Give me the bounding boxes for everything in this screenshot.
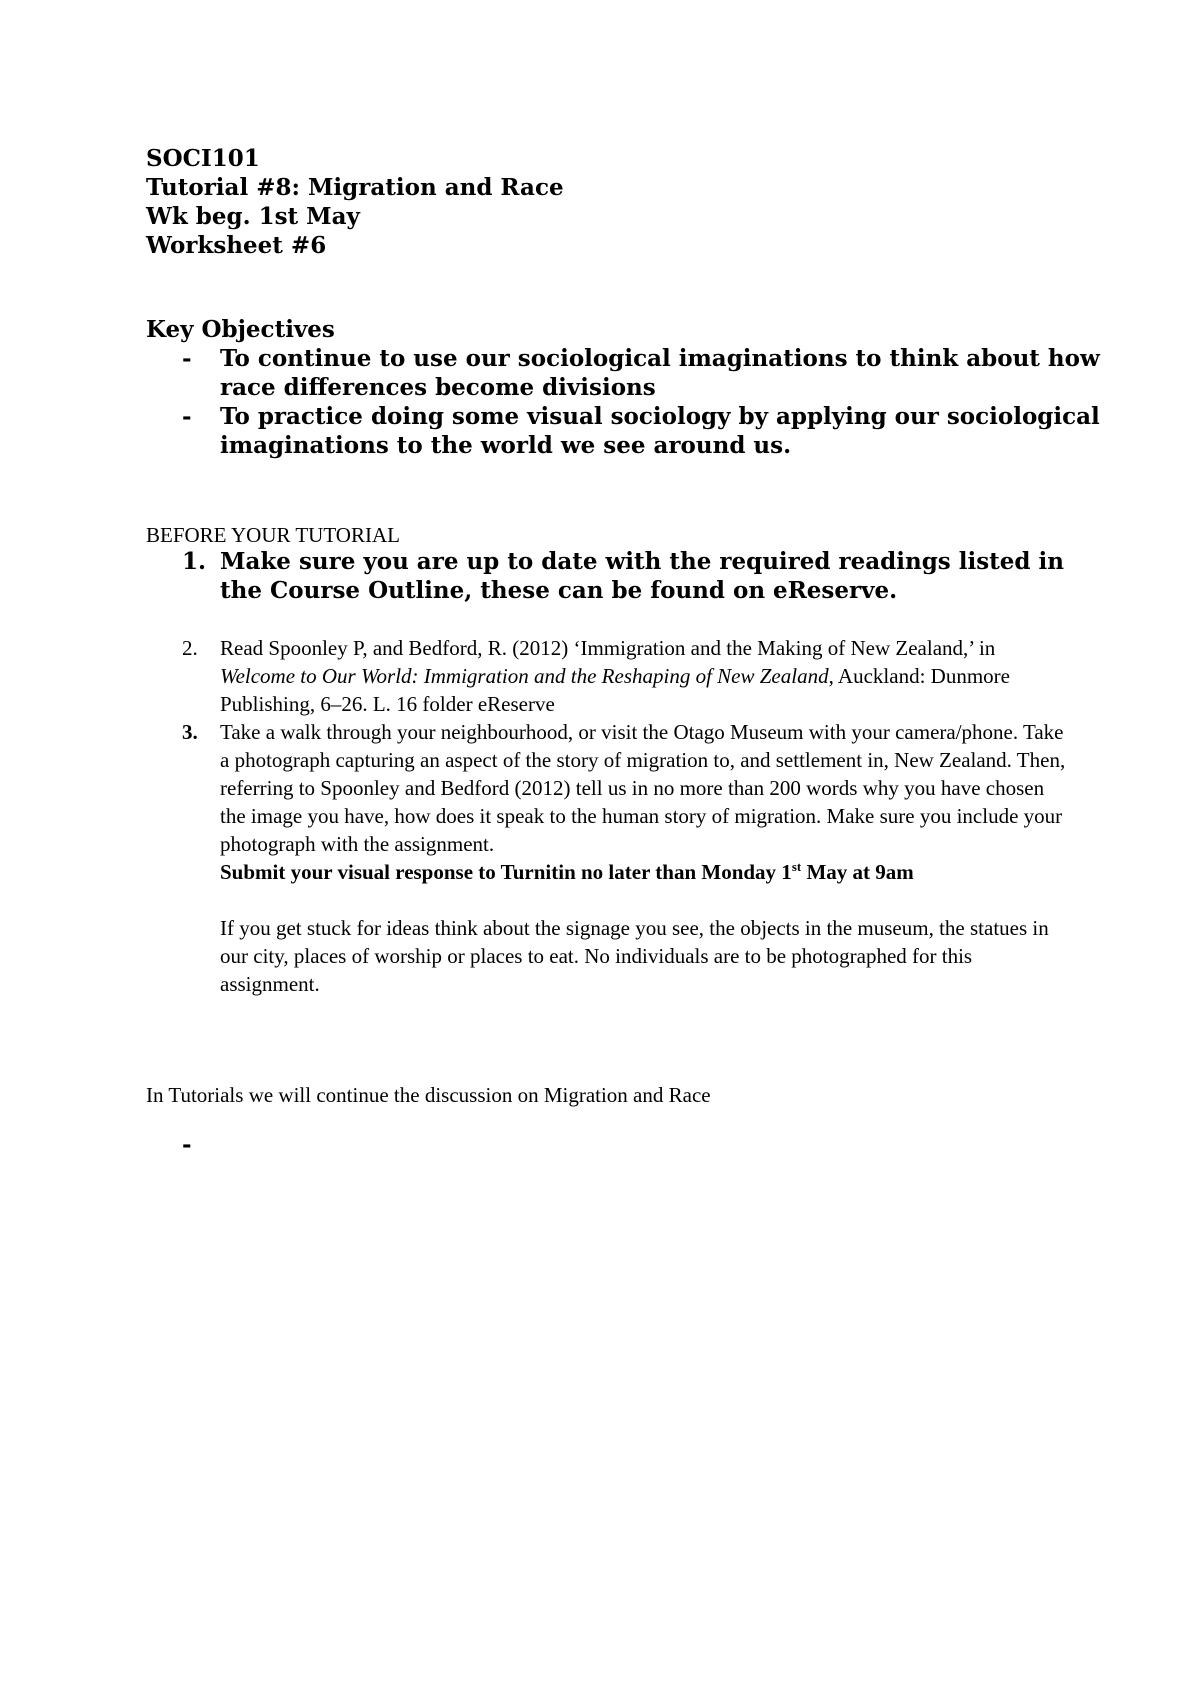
- week-line: Wk beg. 1st May: [146, 203, 360, 230]
- step-text: Make sure you are up to date with the required readings listed in the Course Outline, these can be found on eReserve.: [220, 548, 1064, 604]
- reading-citation-end: , Auckland: Dunmore Publishing, 6–26. L. 16 folder eReserve: [220, 664, 1010, 716]
- step-number: 2.: [182, 636, 198, 660]
- reading-book-title: Welcome to Our World: Immigration and the Reshaping of New Zealand: [220, 664, 829, 688]
- ideas-paragraph: If you get stuck for ideas think about the signage you see, the objects in the museum, the statues in our city, places of worship or places to eat. No individuals are to be photographed for this assignment.: [220, 916, 1049, 996]
- bullet-dash: -: [182, 345, 192, 372]
- closing-line: In Tutorials we will continue the discussion on Migration and Race: [146, 1083, 711, 1107]
- objective-text: To practice doing some visual sociology by applying our sociological imaginations to the world we see around us.: [220, 403, 1100, 459]
- step-1: [146, 547, 1096, 605]
- objective-item: [146, 344, 1100, 402]
- bullet-dash: -: [182, 403, 192, 430]
- submission-deadline: [220, 858, 1066, 886]
- step-text: Take a walk through your neighbourhood, or visit the Otago Museum with your camera/phone. Take a photograph capturing an aspect of the story of migration to, and settlement in, New Zealand. Then, referring to Spoonley and Bedford (2012) tell us in no more than 200 words why you have chosen the image you have, how does it speak to the human story of migration. Make sure you include your photograph with the assignment.: [220, 720, 1066, 856]
- worksheet-number: Worksheet #6: [146, 232, 327, 259]
- before-tutorial-heading: BEFORE YOUR TUTORIAL: [146, 523, 400, 547]
- course-code: SOCI101: [146, 145, 260, 172]
- steps-list: [146, 634, 1066, 998]
- step-3: [146, 718, 1066, 998]
- trailing-bullet-dash: -: [182, 1131, 192, 1158]
- tutorial-title: Tutorial #8: Migration and Race: [146, 174, 564, 201]
- document-header: [146, 144, 564, 260]
- objectives-heading: Key Objectives: [146, 316, 335, 343]
- key-objectives: [146, 315, 1100, 460]
- deadline-ordinal: st: [791, 859, 802, 874]
- reading-citation-start: Read Spoonley P, and Bedford, R. (2012) ‘Immigration and the Making of New Zealand,’ in: [220, 636, 996, 660]
- step-number: 3.: [182, 720, 198, 744]
- step-number: 1.: [182, 548, 207, 575]
- step-2: [146, 634, 1066, 718]
- deadline-time: May at 9am: [801, 860, 914, 884]
- deadline-text: Submit your visual response to Turnitin no later than Monday 1: [220, 860, 792, 884]
- objective-item: [146, 402, 1100, 460]
- objective-text: To continue to use our sociological imaginations to think about how race differences become divisions: [220, 345, 1100, 401]
